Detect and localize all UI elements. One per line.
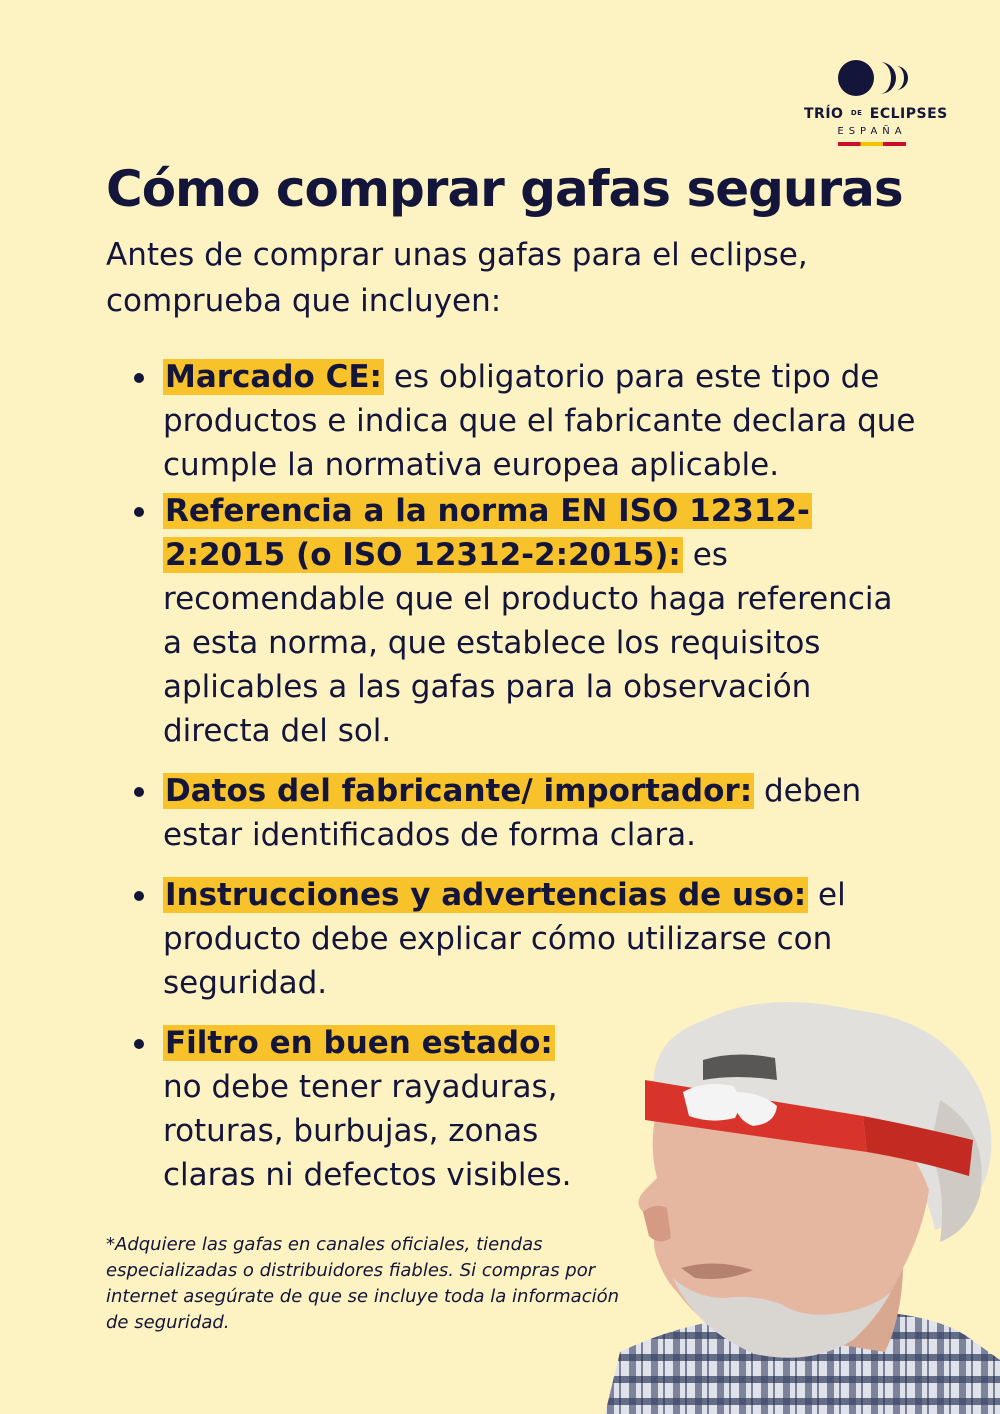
page-title: Cómo comprar gafas seguras: [106, 160, 903, 218]
item-label: Referencia a la norma EN ISO 12312-2:2015 (o ISO 12312-2:2015):: [165, 493, 810, 573]
item-text: es recomendable que el producto haga referencia a esta norma, que establece los requisitos aplicables a las gafas para la observación directa del sol.: [163, 537, 893, 749]
item-text-line: claras ni defectos visibles.: [163, 1157, 572, 1193]
logo-subtitle: ESPAÑA: [837, 126, 907, 137]
list-item-manufacturer-data: [130, 769, 920, 857]
eclipse-circles-icon: [836, 56, 912, 100]
man-with-eclipse-glasses-photo: [585, 980, 1000, 1414]
list-item-iso-norm: [130, 489, 920, 753]
item-label: Instrucciones y advertencias de uso:: [165, 877, 807, 913]
brand-logo: [804, 52, 948, 152]
logo-wordmark: TRÍO $^{DE}$ ECLIPSES: [804, 106, 948, 122]
item-label: Marcado CE:: [165, 359, 382, 395]
item-text: el producto debe explicar cómo utilizarse con seguridad.: [163, 877, 846, 1001]
item-text-line: roturas, burbujas, zonas: [163, 1113, 539, 1149]
item-label: Datos del fabricante/ importador:: [165, 773, 753, 809]
spain-flag-stripe: [838, 142, 906, 146]
list-item-ce-marking: [130, 355, 920, 487]
intro-text: Antes de comprar unas gafas para el eclipse, comprueba que incluyen:: [106, 237, 808, 319]
item-text-line: no debe tener rayaduras,: [163, 1069, 558, 1105]
footnote: *Adquiere las gafas en canales oficiales, tiendas especializadas o distribuidores fiables. Si compras por internet asegúrate de que se incluye toda la información de seguridad.: [106, 1234, 620, 1333]
item-text: deben estar identificados de forma clara.: [163, 773, 862, 853]
item-label: Filtro en buen estado:: [165, 1025, 553, 1061]
item-text: es obligatorio para este tipo de productos e indica que el fabricante declara que cumple la normativa europea aplicable.: [163, 359, 916, 483]
